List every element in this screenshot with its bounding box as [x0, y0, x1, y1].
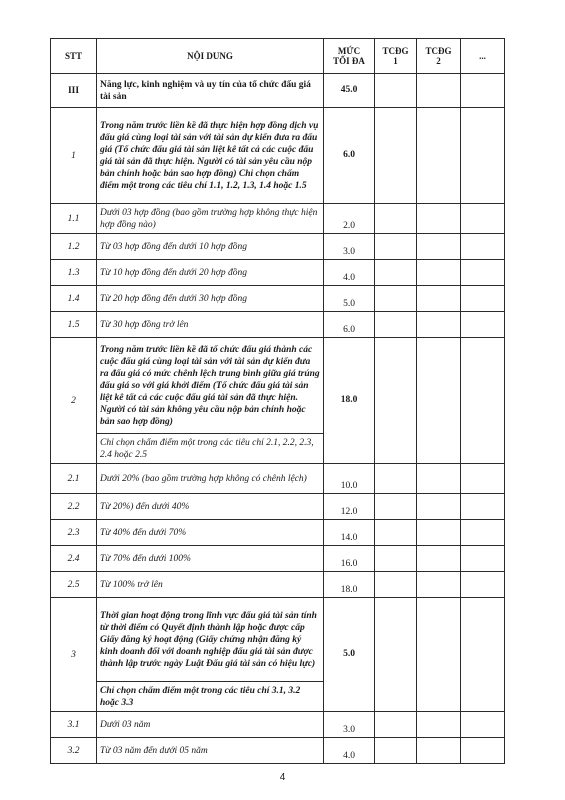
header-tcdg-1 [375, 39, 417, 74]
table-row [51, 572, 505, 598]
tc1-cell [375, 712, 417, 738]
tc1-cell [375, 598, 417, 712]
content-cell: Trong năm trước liền kề đã tổ chức đấu giá thành các cuộc đấu giá cùng loại tài sản với tài sản dự kiến đưa ra đấu giá có mức chênh lệch trung bình giữa giá trúng đấu giá so với giá khởi điểm (Tổ chức đấu giá tài sản liệt kê tất cả các cuộc đấu giá tài sản đã thực hiện. Người có tài sản không yêu cầu nộp bản chính hoặc bản sao hợp đồng) [97, 338, 324, 434]
content-cell: Từ 10 hợp đồng đến dưới 20 hợp đồng [97, 260, 324, 286]
tc1-cell [375, 338, 417, 464]
table-row-criterion-3 [51, 598, 505, 682]
header-content: NỘI DUNG [97, 39, 324, 74]
tc2-cell [417, 520, 461, 546]
table-row [51, 546, 505, 572]
max-score-cell: 4.0 [324, 738, 375, 764]
max-score-cell: 3.0 [324, 234, 375, 260]
table-row [51, 494, 505, 520]
stt-cell: 1.3 [51, 260, 97, 286]
content-cell: Trong năm trước liền kề đã thực hiện hợp đồng dịch vụ đấu giá cùng loại tài sản với tài sản dự kiến đưa ra đấu giá (Tổ chức đấu giá tài sản liệt kê tất cả các cuộc đấu giá tài sản đã thực hiện. Người có tài sản yêu cầu nộp bản chính hoặc bản sao hợp đồng) Chỉ chọn chấm điểm một trong các tiêu chí 1.1, 1.2, 1.3, 1.4 hoặc 1.5 [97, 108, 324, 204]
page-number: 4 [279, 772, 286, 783]
tc2-cell [417, 546, 461, 572]
tc2-cell [417, 260, 461, 286]
content-cell: Thời gian hoạt động trong lĩnh vực đấu giá tài sản tính từ thời điểm có Quyết định thành lập hoặc được cấp Giấy đăng ký hoạt động (Giấy chứng nhận đăng ký kinh doanh đối với doanh nghiệp đấu giá tài sản được thành lập trước ngày Luật Đấu giá tài sản có hiệu lực) [97, 598, 324, 682]
more-cell [461, 108, 505, 204]
tc1-cell [375, 546, 417, 572]
table-row [51, 712, 505, 738]
tc1-cell [375, 572, 417, 598]
header-row [51, 39, 505, 74]
table-row-criterion-2 [51, 338, 505, 434]
more-cell [461, 738, 505, 764]
content-cell: Năng lực, kinh nghiệm và uy tín của tổ chức đấu giá tài sản [97, 74, 324, 108]
stt-cell: 1 [51, 108, 97, 204]
tc1-cell [375, 312, 417, 338]
tc1-cell [375, 74, 417, 108]
content-cell: Từ 30 hợp đồng trở lên [97, 312, 324, 338]
header-tc1-line2: 1 [393, 56, 398, 66]
stt-cell: 3.2 [51, 738, 97, 764]
more-cell [461, 312, 505, 338]
table-row [51, 204, 505, 234]
more-cell [461, 572, 505, 598]
table-row [51, 520, 505, 546]
header-stt: STT [51, 39, 97, 74]
table-row [51, 738, 505, 764]
more-cell [461, 260, 505, 286]
header-more: ... [461, 39, 505, 74]
header-max-score [324, 39, 375, 74]
stt-cell: 3 [51, 598, 97, 712]
tc2-cell [417, 74, 461, 108]
more-cell [461, 546, 505, 572]
more-cell [461, 74, 505, 108]
more-cell [461, 286, 505, 312]
max-score-cell: 2.0 [324, 204, 375, 234]
content-cell: Từ 70% đến dưới 100% [97, 546, 324, 572]
tc2-cell [417, 234, 461, 260]
tc2-cell [417, 312, 461, 338]
content-note-cell: Chỉ chọn chấm điểm một trong các tiêu chí 3.1, 3.2 hoặc 3.3 [97, 682, 324, 712]
tc1-cell [375, 204, 417, 234]
content-cell: Từ 100% trở lên [97, 572, 324, 598]
tc2-cell [417, 738, 461, 764]
tc2-cell [417, 494, 461, 520]
content-cell: Dưới 20% (bao gồm trường hợp không có chênh lệch) [97, 464, 324, 494]
tc1-cell [375, 738, 417, 764]
tc2-cell [417, 204, 461, 234]
table-row [51, 286, 505, 312]
tc2-cell [417, 286, 461, 312]
tc2-cell [417, 712, 461, 738]
header-tc1-line1: TCĐG [382, 46, 409, 56]
table-row [51, 312, 505, 338]
more-cell [461, 234, 505, 260]
stt-cell: 2.1 [51, 464, 97, 494]
max-score-cell: 6.0 [324, 312, 375, 338]
more-cell [461, 520, 505, 546]
stt-cell: III [51, 74, 97, 108]
header-tc2-line1: TCĐG [425, 46, 452, 56]
table-row-section-3 [51, 74, 505, 108]
tc1-cell [375, 494, 417, 520]
tc1-cell [375, 260, 417, 286]
tc1-cell [375, 464, 417, 494]
tc1-cell [375, 108, 417, 204]
content-cell: Từ 03 năm đến dưới 05 năm [97, 738, 324, 764]
max-score-cell: 6.0 [324, 108, 375, 204]
tc2-cell [417, 108, 461, 204]
max-score-cell: 4.0 [324, 260, 375, 286]
content-cell: Từ 40% đến dưới 70% [97, 520, 324, 546]
table-row [51, 234, 505, 260]
stt-cell: 1.2 [51, 234, 97, 260]
content-cell: Từ 20 hợp đồng đến dưới 30 hợp đồng [97, 286, 324, 312]
max-score-cell: 10.0 [324, 464, 375, 494]
content-cell: Từ 20%) đến dưới 40% [97, 494, 324, 520]
more-cell [461, 204, 505, 234]
content-cell: Từ 03 hợp đồng đến dưới 10 hợp đồng [97, 234, 324, 260]
max-score-cell: 18.0 [324, 338, 375, 464]
header-max-line1: MỨC [337, 46, 361, 56]
stt-cell: 1.5 [51, 312, 97, 338]
max-score-cell: 18.0 [324, 572, 375, 598]
header-max-line2: TỐI ĐA [333, 56, 365, 66]
max-score-cell: 16.0 [324, 546, 375, 572]
max-score-cell: 5.0 [324, 286, 375, 312]
header-tcdg-2 [417, 39, 461, 74]
tc2-cell [417, 572, 461, 598]
content-cell: Dưới 03 năm [97, 712, 324, 738]
header-tc2-line2: 2 [436, 56, 441, 66]
stt-cell: 2.3 [51, 520, 97, 546]
max-score-cell: 12.0 [324, 494, 375, 520]
more-cell [461, 712, 505, 738]
table-row [51, 260, 505, 286]
stt-cell: 2.2 [51, 494, 97, 520]
more-cell [461, 464, 505, 494]
content-cell: Dưới 03 hợp đồng (bao gồm trường hợp không thực hiện hợp đồng nào) [97, 204, 324, 234]
tc1-cell [375, 286, 417, 312]
tc1-cell [375, 520, 417, 546]
table-row [51, 464, 505, 494]
max-score-cell: 3.0 [324, 712, 375, 738]
tc1-cell [375, 234, 417, 260]
table-row-criterion-1 [51, 108, 505, 204]
stt-cell: 2 [51, 338, 97, 464]
max-score-cell: 5.0 [324, 598, 375, 712]
content-note-cell: Chỉ chọn chấm điểm một trong các tiêu chí 2.1, 2.2, 2.3, 2.4 hoặc 2.5 [97, 434, 324, 464]
stt-cell: 2.5 [51, 572, 97, 598]
stt-cell: 1.1 [51, 204, 97, 234]
tc2-cell [417, 338, 461, 464]
tc2-cell [417, 598, 461, 712]
more-cell [461, 598, 505, 712]
max-score-cell: 14.0 [324, 520, 375, 546]
stt-cell: 3.1 [51, 712, 97, 738]
tc2-cell [417, 464, 461, 494]
more-cell [461, 338, 505, 464]
scoring-criteria-table [50, 38, 505, 764]
stt-cell: 1.4 [51, 286, 97, 312]
max-score-cell: 45.0 [324, 74, 375, 108]
more-cell [461, 494, 505, 520]
stt-cell: 2.4 [51, 546, 97, 572]
